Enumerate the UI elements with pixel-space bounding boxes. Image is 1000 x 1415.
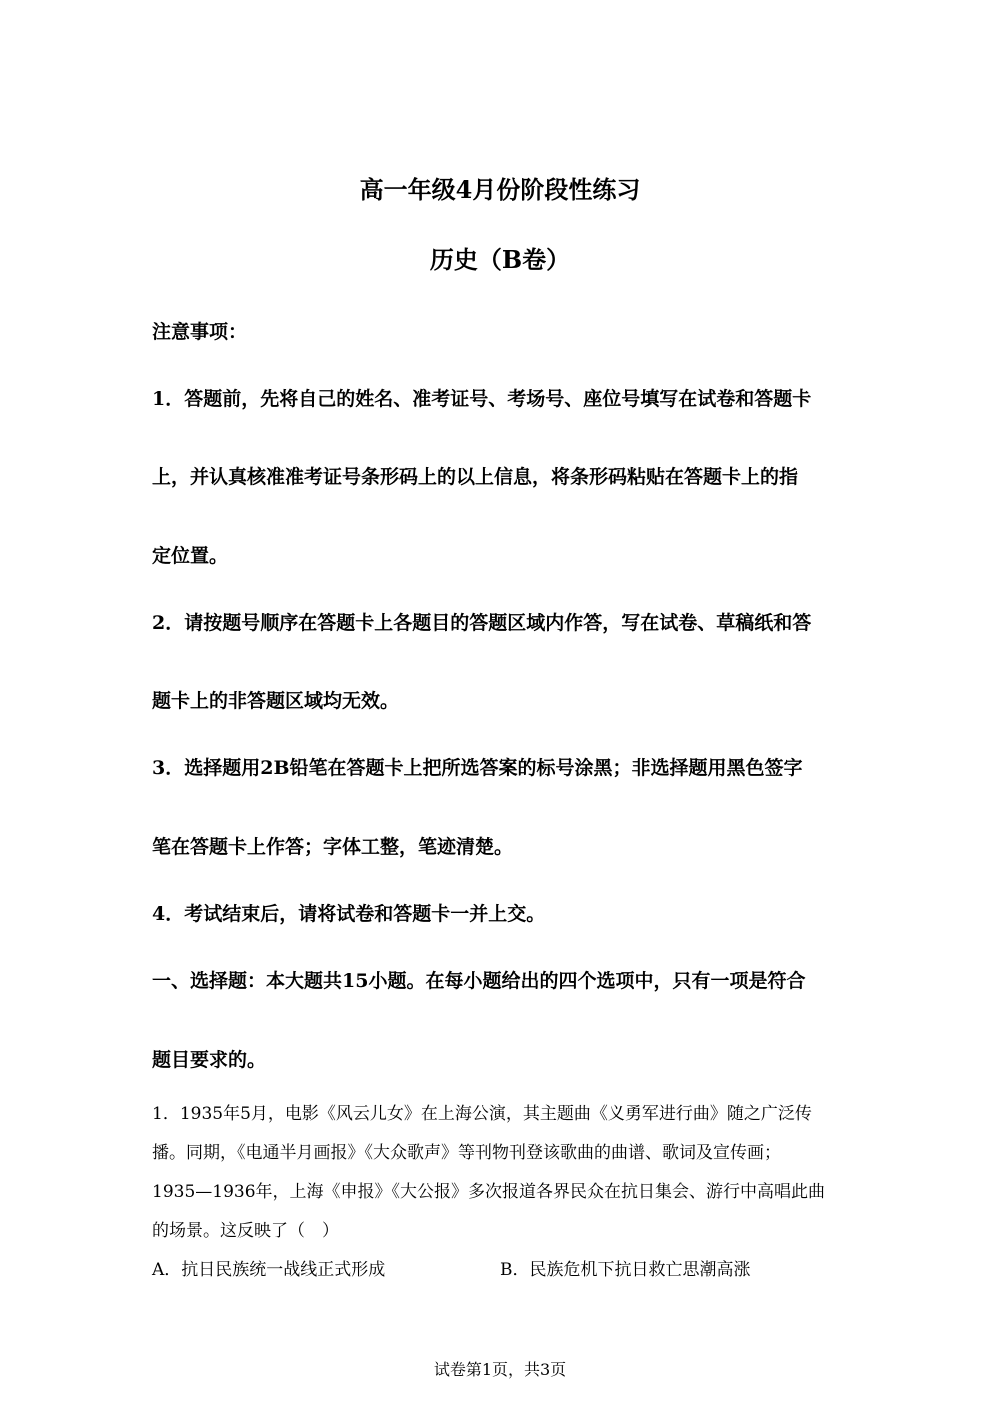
question-text: 播。同期，《电通半月画报》《大众歌声》等刊物刊登该歌曲的曲谱、歌词及宣传画；	[152, 1143, 781, 1163]
page-title: 高一年级4月份阶段性练习	[359, 175, 641, 204]
notice-line: 定位置。	[152, 545, 229, 567]
question-text: 1．1935年5月，电影《风云儿女》在上海公演，其主题曲《义勇军进行曲》随之广泛传	[152, 1104, 812, 1124]
notice-line: 1．答题前，先将自己的姓名、准考证号、考场号、座位号填写在试卷和答题卡	[152, 388, 812, 410]
page-subtitle: 历史（B卷）	[429, 245, 571, 274]
notice-line: 上，并认真核准准考证号条形码上的以上信息，将条形码粘贴在答题卡上的指	[152, 466, 799, 488]
section-heading: 题目要求的。	[152, 1049, 267, 1071]
notice-line: 题卡上的非答题区域均无效。	[152, 690, 400, 712]
notice-line: 笔在答题卡上作答；字体工整，笔迹清楚。	[152, 836, 514, 858]
notice-line: 4．考试结束后，请将试卷和答题卡一并上交。	[152, 903, 546, 925]
option-b: B．民族危机下抗日救亡思潮高涨	[500, 1260, 751, 1280]
option-a: A．抗日民族统一战线正式形成	[152, 1260, 386, 1280]
question-text: 1935—1936年，上海《申报》《大公报》多次报道各界民众在抗日集会、游行中高唱此曲	[152, 1182, 826, 1202]
notice-line: 3．选择题用2B铅笔在答题卡上把所选答案的标号涂黑；非选择题用黑色签字	[152, 757, 803, 779]
page-footer: 试卷第1页，共3页	[433, 1360, 567, 1379]
question-text: 的场景。这反映了（ ）	[152, 1221, 339, 1241]
notice-line: 2．请按题号顺序在答题卡上各题目的答题区域内作答，写在试卷、草稿纸和答	[152, 612, 812, 634]
section-heading: 一、选择题：本大题共15小题。在每小题给出的四个选项中，只有一项是符合	[152, 970, 806, 992]
notice-heading: 注意事项：	[152, 321, 248, 343]
